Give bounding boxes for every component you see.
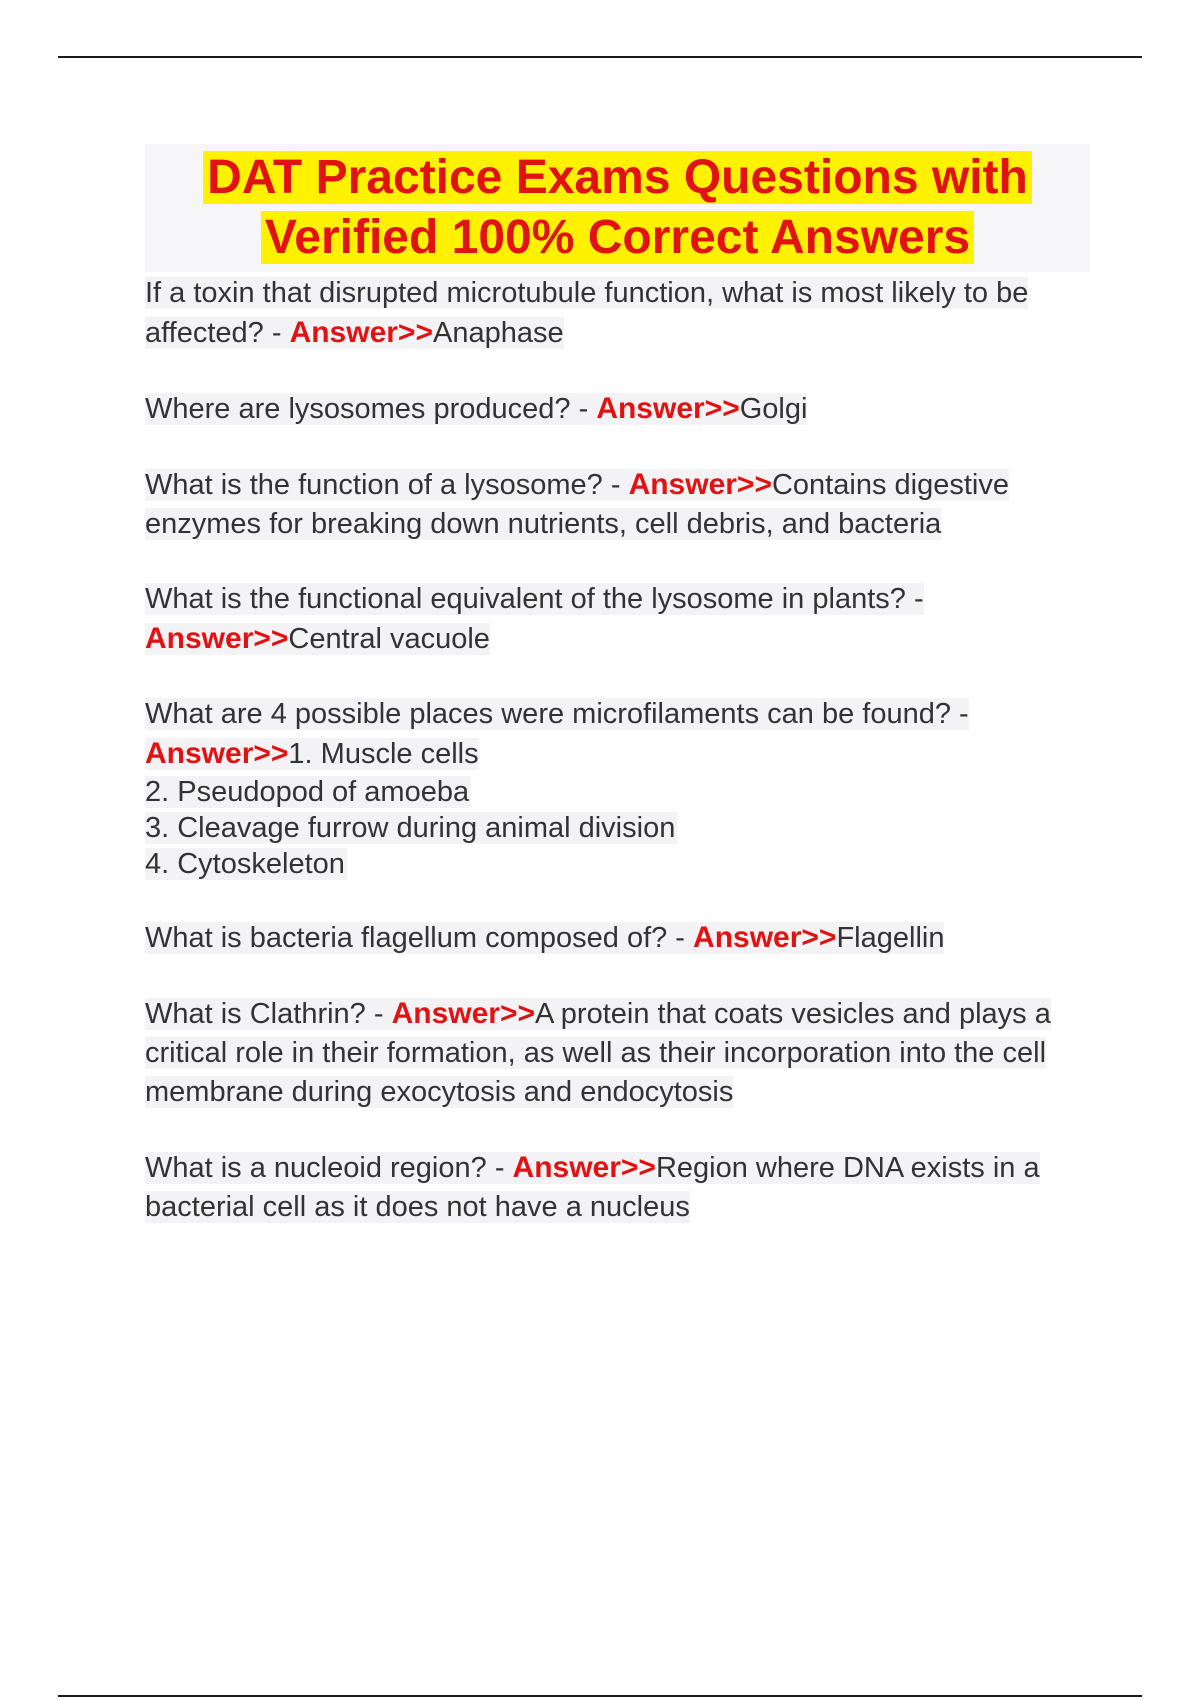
answer-text: Flagellin bbox=[836, 922, 945, 954]
top-rule bbox=[58, 56, 1142, 58]
document-title bbox=[145, 144, 1090, 272]
qa-item-7 bbox=[145, 994, 1090, 1112]
answer-label: Answer>> bbox=[391, 997, 535, 1030]
qa-item-8 bbox=[145, 1148, 1090, 1227]
answer-text: 1. Muscle cells bbox=[288, 738, 479, 770]
question-text: What is bacteria flagellum composed of? - bbox=[145, 922, 694, 954]
answer-text: Contains digestive enzymes for breaking down nutrients, cell debris, and bacteria bbox=[145, 469, 1009, 540]
answer-list-item: 4. Cytoskeleton bbox=[145, 848, 345, 880]
answer-text: Central vacuole bbox=[288, 623, 490, 655]
question-text: What are 4 possible places were microfilaments can be found? - bbox=[145, 698, 969, 730]
answer-label: Answer>> bbox=[512, 1151, 656, 1184]
question-text: If a toxin that disrupted microtubule function, what is most likely to be affected? - bbox=[145, 277, 1029, 349]
question-text: What is the function of a lysosome? - bbox=[145, 469, 629, 501]
document-body bbox=[145, 144, 1090, 1227]
answer-list-item: 3. Cleavage furrow during animal division bbox=[145, 812, 676, 844]
answer-text: Region where DNA exists in a bacterial cell as it does not have a nucleus bbox=[145, 1152, 1040, 1223]
question-text: Where are lysosomes produced? - bbox=[145, 393, 597, 425]
answer-list-item: 2. Pseudopod of amoeba bbox=[145, 776, 470, 808]
qa-item-3 bbox=[145, 465, 1090, 544]
qa-item-6 bbox=[145, 918, 1090, 958]
question-text: What is a nucleoid region? - bbox=[145, 1152, 513, 1184]
qa-item-5 bbox=[145, 695, 1090, 882]
bottom-rule bbox=[58, 1695, 1142, 1697]
answer-label: Answer>> bbox=[145, 622, 289, 655]
title-line-1: DAT Practice Exams Questions with bbox=[203, 151, 1032, 204]
answer-text: Golgi bbox=[739, 393, 808, 425]
qa-item-1 bbox=[145, 274, 1090, 353]
question-text: What is the functional equivalent of the lysosome in plants? - bbox=[145, 583, 924, 615]
answer-label: Answer>> bbox=[628, 468, 772, 501]
answer-label: Answer>> bbox=[596, 392, 740, 425]
answer-text: Anaphase bbox=[432, 317, 564, 349]
answer-label: Answer>> bbox=[289, 316, 433, 349]
question-text: What is Clathrin? - bbox=[145, 998, 392, 1030]
answer-label: Answer>> bbox=[693, 921, 837, 954]
answer-label: Answer>> bbox=[145, 737, 289, 770]
title-line-2: Verified 100% Correct Answers bbox=[261, 211, 974, 264]
qa-item-4 bbox=[145, 580, 1090, 659]
qa-item-2 bbox=[145, 389, 1090, 429]
answer-text: A protein that coats vesicles and plays a critical role in their formation, as well as their incorporation into the cell membrane during exocytosis and endocytosis bbox=[145, 998, 1051, 1108]
